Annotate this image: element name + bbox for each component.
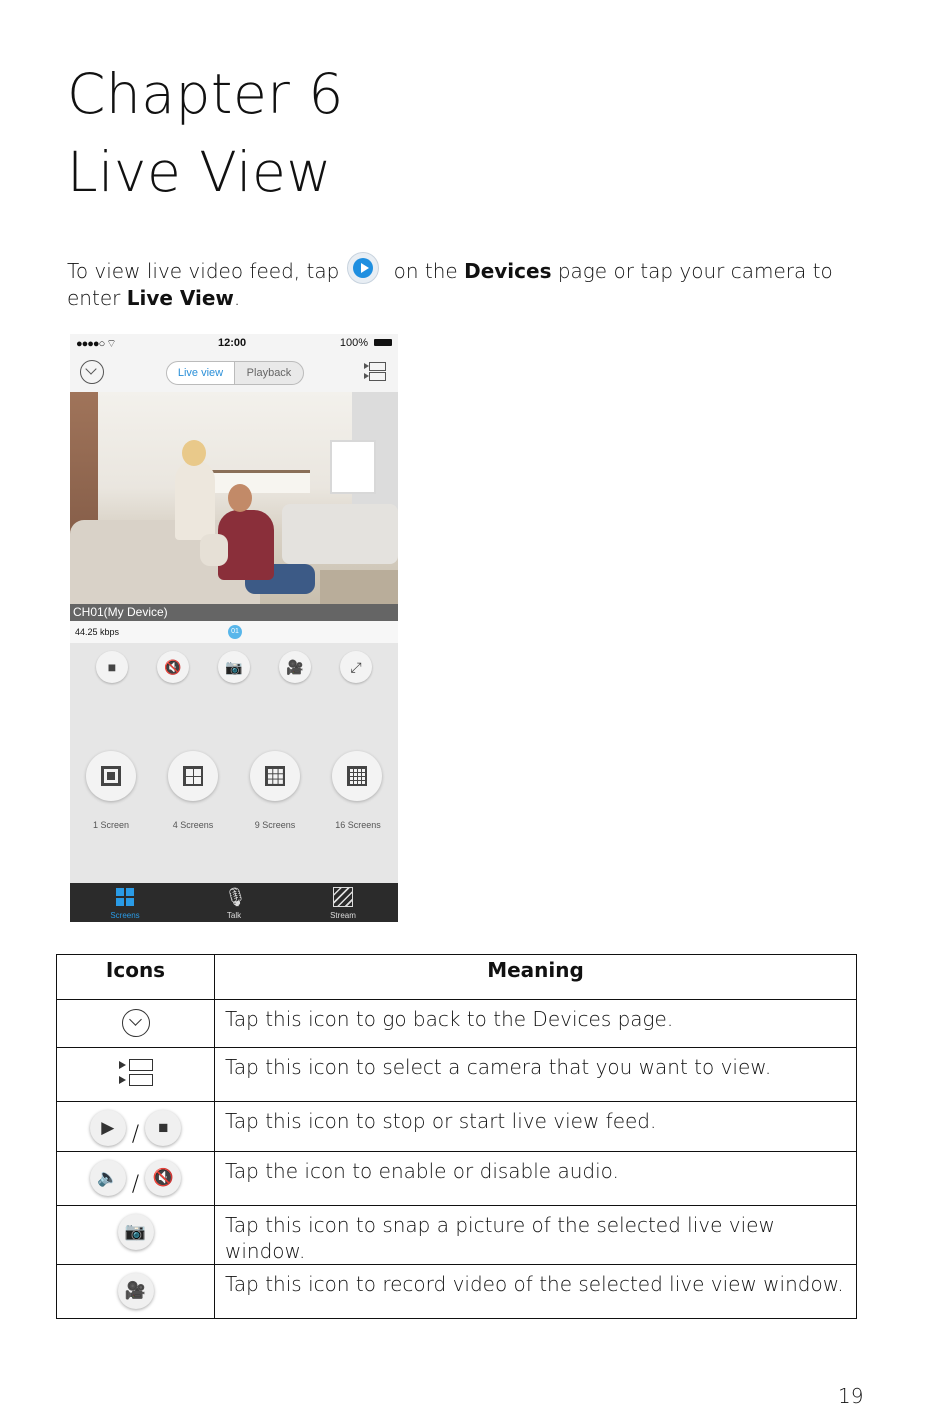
record-button[interactable] <box>279 651 311 683</box>
status-time: 12:00 <box>218 337 247 349</box>
bottom-tab-bar <box>70 883 398 922</box>
meaning-cell: Tap this icon to go back to the Devices page. <box>215 1000 857 1048</box>
grid-16-icon <box>347 766 367 786</box>
liveview-term: Live View <box>126 286 234 310</box>
play-icon <box>347 252 379 284</box>
muted-speaker-icon: 🔇 <box>145 1160 181 1196</box>
layout-label: 4 Screens <box>172 820 214 830</box>
muted-speaker-icon: 🔇 <box>164 659 182 675</box>
snapshot-button[interactable] <box>218 651 250 683</box>
stop-button[interactable] <box>96 651 128 683</box>
tab-stream[interactable]: Stream <box>303 883 383 922</box>
info-bar <box>70 621 398 643</box>
live-video-feed[interactable] <box>70 392 398 604</box>
meaning-cell: Tap this icon to select a camera that you want to view. <box>215 1048 857 1102</box>
grid-4-icon <box>183 766 203 786</box>
grid-9-icon <box>265 766 285 786</box>
layout-9-screens-button[interactable] <box>250 751 300 801</box>
camera-icon: 📷 <box>118 1214 154 1250</box>
expand-icon: ⤢ <box>350 659 362 675</box>
mute-button[interactable] <box>157 651 189 683</box>
intro-text: on the <box>387 259 465 283</box>
status-bar <box>70 334 398 352</box>
table-row <box>57 1000 857 1048</box>
page-number: 19 <box>838 1384 864 1408</box>
layout-label: 16 Screens <box>335 820 381 830</box>
intro-text: page or tap your camera to enter <box>67 259 833 310</box>
intro-text: . <box>233 286 241 310</box>
stop-icon: ■ <box>107 659 117 675</box>
meaning-cell: Tap this icon to stop or start live view feed. <box>215 1102 857 1152</box>
camera-list-icon <box>119 1059 153 1089</box>
camera-icon: 📷 <box>225 659 243 675</box>
table-row <box>57 1206 857 1265</box>
layout-label: 9 Screens <box>254 820 296 830</box>
play-icon: ▶ <box>90 1110 126 1146</box>
intro-paragraph <box>67 252 867 312</box>
channel-label: CH01(My Device) <box>70 604 398 621</box>
tab-talk[interactable]: 🎙 Talk <box>224 887 247 920</box>
view-mode-toggle <box>166 361 304 385</box>
table-header-row <box>57 955 857 1000</box>
chevron-down-icon[interactable] <box>80 360 104 384</box>
chevron-down-icon <box>122 1009 150 1037</box>
tab-live-view[interactable]: Live view <box>167 362 235 384</box>
meaning-cell: Tap the icon to enable or disable audio. <box>215 1152 857 1206</box>
layout-16-screens-button[interactable] <box>332 751 382 801</box>
table-row <box>57 1265 857 1319</box>
nav-bar <box>70 352 398 392</box>
camera-list-icon[interactable] <box>364 362 386 382</box>
battery-icon <box>374 339 392 346</box>
video-camera-icon: 🎥 <box>286 659 304 675</box>
microphone-icon: 🎙 <box>224 887 247 907</box>
stop-icon: ■ <box>145 1110 181 1146</box>
meaning-cell: Tap this icon to snap a picture of the selected live view window. <box>215 1206 857 1265</box>
app-screenshot <box>70 334 398 922</box>
intro-text: To view live video feed, tap <box>67 259 340 283</box>
tab-screens[interactable]: Screens <box>85 883 165 922</box>
table-row: ▶ / ■ Tap this icon to stop or start live view feed. <box>57 1102 857 1152</box>
icons-column-header: Icons <box>57 955 215 1000</box>
devices-term: Devices <box>464 259 552 283</box>
layout-4-screens-button[interactable] <box>168 751 218 801</box>
chapter-title: Chapter 6 <box>67 62 344 126</box>
section-title: Live View <box>67 140 332 204</box>
fullscreen-button[interactable] <box>340 651 372 683</box>
table-row <box>57 1048 857 1102</box>
tab-playback[interactable]: Playback <box>246 367 292 379</box>
screens-icon <box>115 887 135 907</box>
meaning-cell: Tap this icon to record video of the selected live view window. <box>215 1265 857 1319</box>
speaker-icon: 🔈 <box>90 1160 126 1196</box>
page-indicator: 01 <box>228 625 242 639</box>
layout-1-screen-button[interactable] <box>86 751 136 801</box>
battery-level: 100% <box>339 337 368 349</box>
grid-1-icon <box>101 766 121 786</box>
icons-table <box>56 954 857 1319</box>
video-camera-icon: 🎥 <box>118 1273 154 1309</box>
layout-label: 1 Screen <box>92 820 130 830</box>
signal-indicator: ●●●●○ ⌔ <box>76 338 116 350</box>
table-row: 🔈 / 🔇 Tap the icon to enable or disable audio. <box>57 1152 857 1206</box>
meaning-column-header: Meaning <box>215 955 857 1000</box>
stream-icon <box>333 887 353 907</box>
bitrate-readout: 44.25 kbps <box>75 627 120 637</box>
